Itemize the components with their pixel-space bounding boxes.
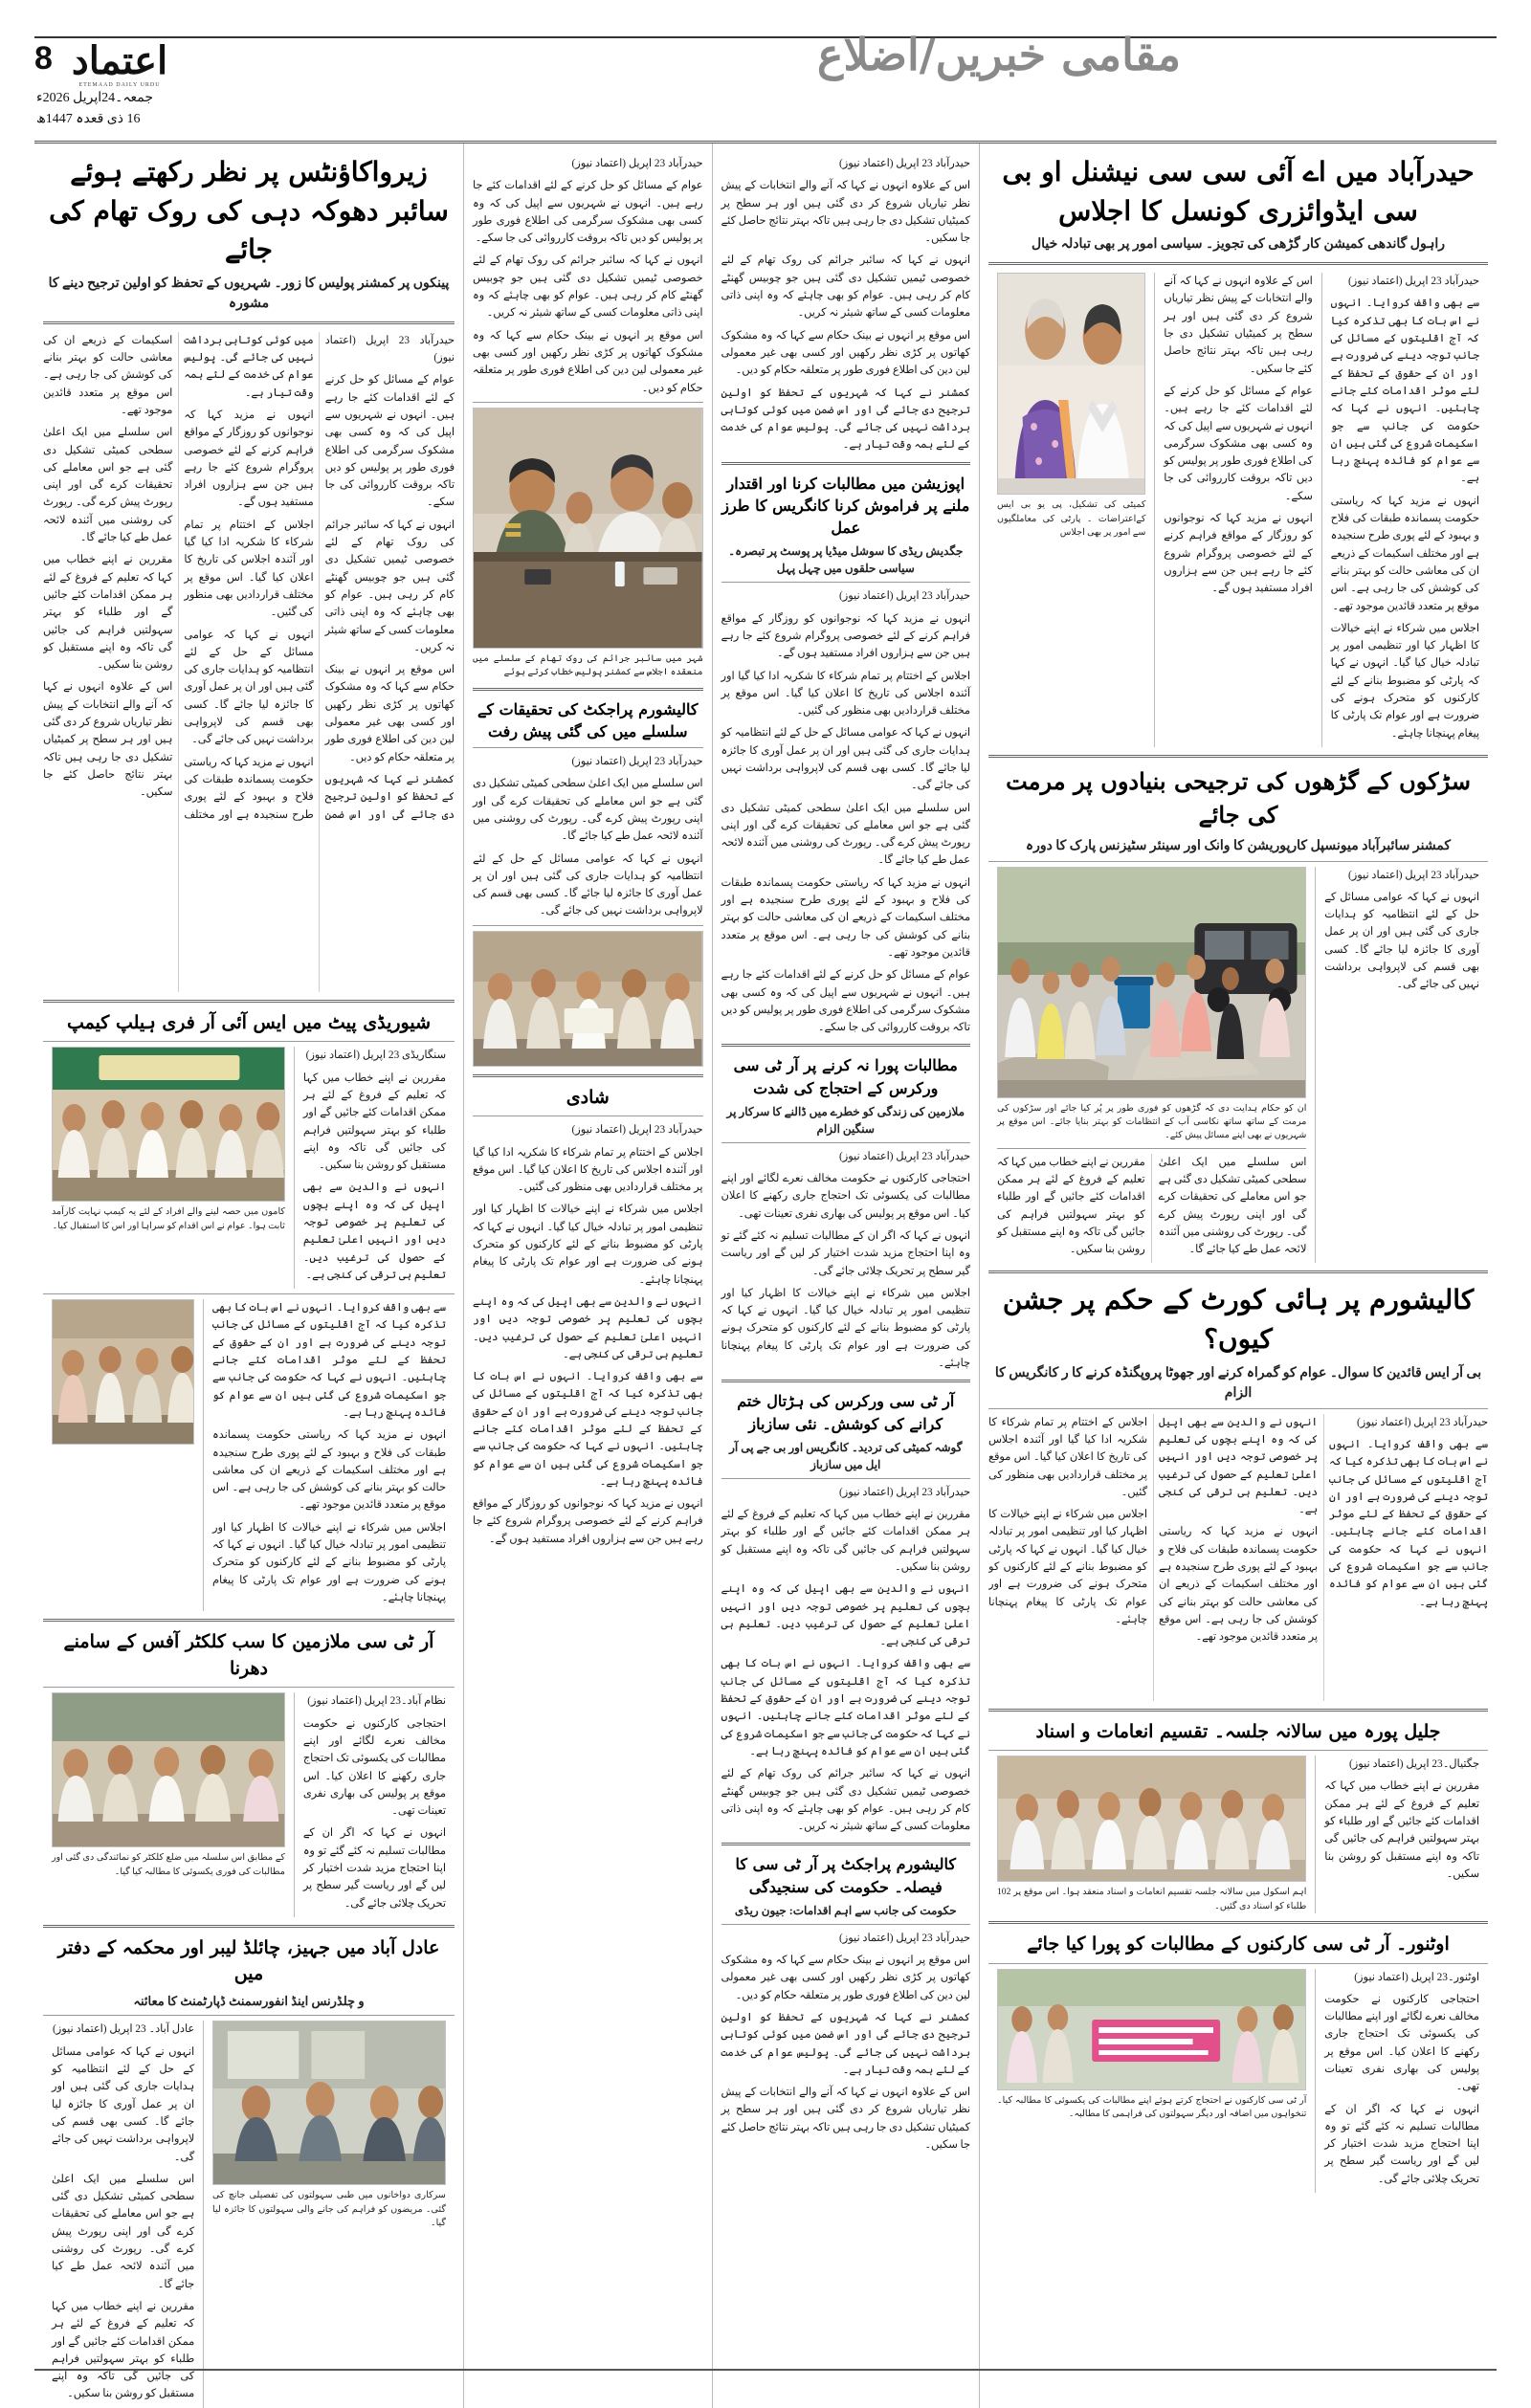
divider	[43, 1687, 455, 1688]
health-camp-headline: شیوریڈی پیٹ میں ایس آئی آر فری ہیلپ کیمپ	[66, 1011, 432, 1033]
divider	[721, 1142, 970, 1143]
opposition-sub: جگدیش ریڈی کا سوشل میڈیا پر پوسٹ پر تبصرہ۔ سیاسی حلقوں میں چہل پہل	[728, 544, 964, 576]
paragraph: اس موقع پر انہوں نے بینک حکام سے کہا کہ وہ مشکوک کھاتوں پر کڑی نظر رکھیں اور کسی بھی غیر معمولی لین دین کی اطلاع فوری طور پر متعلقہ حکام کو دیں۔	[324, 664, 455, 763]
paragraph: انہوں نے کہا کہ سائبر جرائم کی روک تھام کے لئے خصوصی ٹیمیں تشکیل دی گئی ہیں جو چوبیس گھنٹے کام کر رہی ہیں۔ عوام کو بھی چاہئے کہ وہ اپنی ذاتی معلومات کسی کے ساتھ شیئر نہ کریں۔	[721, 254, 970, 320]
demands-headline: مطالبات پورا نہ کرنے پر آر ٹی سی ورکرس کے احتجاج کی شدت	[733, 1056, 958, 1097]
paragraph: اجلاس میں شرکاء نے اپنے خیالات کا اظہار کیا اور تنظیمی امور پر تبادلہ خیال کیا گیا۔ انہوں نے کہا کہ پارٹی کو مضبوط بنانے کے لئے کارکنوں کو متحرک ہونے کی ضرورت ہے اور عوام تک پارٹی کا پیغام پہنچانا چاہئے۔	[212, 1521, 446, 1603]
paragraph: مقررین نے اپنے خطاب میں کہا کہ تعلیم کے فروغ کے لئے ہر ممکن اقدامات کئے جائیں گے اور طلباء کو بہتر سہولتیں فراہم کی جائیں گی تاکہ وہ اپنے مستقبل کو روشن بنا سکیں۔	[997, 1156, 1145, 1256]
paragraph: انہوں نے والدین سے بھی اپیل کی کہ وہ اپنے بچوں کی تعلیم پر خصوصی توجہ دیں اور انہیں اعلیٰ تعلیم کے حصول کی ترغیب دیں۔ تعلیم ہی ترقی کی کنجی ہے۔	[472, 1295, 703, 1360]
paragraph: عوام کے مسائل کو حل کرنے کے لئے اقدامات کئے جا رہے ہیں۔ انہوں نے شہریوں سے اپیل کی کہ وہ کسی بھی مشکوک سرگرمی کی اطلاع فوری طور پر پولیس کو دیں تاکہ بروقت کارروائی کی جا سکے۔	[721, 969, 970, 1034]
paragraph: انہوں نے مزید کہا کہ ریاستی حکومت پسماندہ طبقات کی فلاح و بہبود کے لئے پوری طرح سنجیدہ ہے اور مختلف اسکیمات کے ذریعے ان کی معاشی حالت کو بہتر بنانے کی کوشش کی جا رہی ہے۔ اس موقع پر متعدد قائدین موجود تھے۔	[1330, 495, 1479, 612]
paragraph: انہوں نے مزید کہا کہ نوجوانوں کو روزگار کے مواقع فراہم کرنے کے لئے خصوصی پروگرام شروع کئے جا رہے ہیں جن سے ہزاروں افراد مستفید ہوں گے۔	[184, 409, 314, 509]
dateline: حیدرآباد 23 اپریل (اعتماد نیوز)	[1347, 276, 1479, 288]
dateline: حیدرآباد 23 اپریل (اعتماد نیوز)	[324, 334, 455, 365]
kaleshwaram-project-sub: حکومت کی جانب سے اہم اقدامات: جیون ریڈی	[734, 1903, 957, 1917]
dateline: حیدرآباد 23 اپریل (اعتماد نیوز)	[571, 1124, 703, 1137]
lead-left-body	[43, 332, 455, 992]
dateline: حیدرآباد 23 اپریل (اعتماد نیوز)	[838, 590, 970, 603]
divider	[721, 1478, 970, 1479]
paragraph: سے بھی واقف کروایا۔ انہوں نے اس بات کا بھی تذکرہ کیا کہ آج اقلیتوں کے مسائل کی جانب توجہ دینے کی ضرورت ہے اور ان کے حقوق کے تحفظ کے لئے موثر اقدامات کئے جانے چاہئیں۔ انہوں نے کہا کہ حکومت کی جانب سے جو اسکیمات شروع کی گئی ہیں ان سے عوام کو فائدہ پہنچ رہا ہے۔	[1329, 1438, 1488, 1608]
paragraph: احتجاجی کارکنوں نے حکومت مخالف نعرے لگائے اور اپنے مطالبات کی یکسوئی تک احتجاج جاری رکھنے کا اعلان کیا۔ اس موقع پر پولیس کی بھاری نفری تعینات تھی۔	[1324, 1993, 1479, 2093]
column-rule	[294, 1047, 295, 1289]
photo-rtc-protest	[997, 1969, 1306, 2090]
lead-left-sub: پینکوں پر کمشنر پولیس کا زور۔ شہریوں کے تحفظ کو اولین ترجیح دینے کا مشورہ	[48, 276, 450, 311]
dateline: حیدرآباد 23 اپریل (اعتماد نیوز)	[838, 1486, 970, 1498]
dateline: عادل آباد۔ 23 اپریل (اعتماد نیوز)	[53, 2023, 195, 2036]
photo-caption: اہم اسکول میں سالانہ جلسہ تقسیم انعامات و اسناد منعقد ہوا۔ اس موقع پر 102 طلباء کو اسناد دی گئیں۔	[997, 1887, 1307, 1911]
outdoor-photo-col	[988, 1969, 1315, 2194]
paragraph: کمشنر نے کہا کہ شہریوں کے تحفظ کو اولین ترجیح دی جائے گی اور اس ضمن میں کوئی کوتاہی برداشت نہیں کی جائے گی۔ پولیس عوام کی خدمت کے لئے ہمہ وقت تیار ہے۔	[184, 334, 455, 821]
roads-headline: سڑکوں کے گڑھوں کی ترجیحی بنیادوں پر مرمت کی جائے	[1006, 766, 1471, 828]
zone-rule	[979, 144, 980, 2408]
divider	[988, 755, 1488, 758]
divider	[473, 1074, 703, 1077]
paragraph: احتجاجی کارکنوں نے حکومت مخالف نعرے لگائے اور اپنے مطالبات کی یکسوئی تک احتجاج جاری رکھنے کا اعلان کیا۔ اس موقع پر پولیس کی بھاری نفری تعینات تھی۔	[721, 1173, 970, 1220]
masthead-brand-block	[34, 38, 168, 88]
divider	[988, 262, 1488, 265]
photo-caption: کمیٹی کی تشکیل، پی یو بی ایس کےاعتراضات ۔ پارٹی کی معاملگیوں سے امور پر بھی اجلاس	[997, 499, 1146, 538]
masthead	[34, 0, 1497, 144]
kaleshwaram-probe-headline: کالیشورم پراجکٹ کی تحقیقات کے سلسلے میں کی گئی پیش رفت	[477, 699, 699, 740]
paragraph: اس کے علاوہ انہوں نے کہا کہ آنے والے انتخابات کے پیش نظر تیاریاں شروع کر دی گئی ہیں اور ہر سطح پر کمیٹیاں تشکیل دی جا رہی ہیں تاکہ بہتر نتائج حاصل کئے جا سکیں۔	[721, 2087, 970, 2152]
rtc-attack-headline: آر ٹی سی ورکرس کی ہڑتال ختم کرانے کی کوشش۔ نئی سازباز	[737, 1392, 955, 1433]
paragraph: مقررین نے اپنے خطاب میں کہا کہ تعلیم کے فروغ کے لئے ہر ممکن اقدامات کئے جائیں گے اور طلباء کو بہتر سہولتیں فراہم کی جائیں گی تاکہ وہ اپنے مستقبل کو روشن بنا سکیں۔	[51, 2300, 195, 2400]
paragraph: انہوں نے کہا کہ عوامی مسائل کے حل کے لئے انتظامیہ کو ہدایات جاری کی گئی ہیں اور ان پر عمل آوری کا جائزہ لیا جائے گا۔ کسی بھی قسم کی لاپرواہی برداشت نہیں کی جائے گی۔	[184, 629, 314, 746]
opposition-headline: اپوزیشن میں مطالبات کرنا اور اقتدار ملنے پر فراموش کرنا کانگریس کا طرز عمل	[721, 474, 970, 538]
photo-caption: ان کو حکام ہدایت دی کہ گڑھوں کو فوری طور پر پُر کیا جائے اور سڑکوں کی مرمت کے ساتھ ساتھ نکاسی آب کے انتظامات کو بہتر بنایا جائے۔ اس موقع پر شہریوں نے بھی اپنے مسائل پیش کئے۔	[997, 1102, 1307, 1141]
photo-health-camp	[52, 1047, 285, 1202]
photo-dharna	[52, 1692, 285, 1847]
divider	[43, 1000, 455, 1003]
rtc-attack-sub: گوشہ کمیٹی کی تردید۔ کانگریس اور بی جے پی آر ایل میں سازباز	[729, 1440, 963, 1471]
paragraph: اجلاس میں شرکاء نے اپنے خیالات کا اظہار کیا اور تنظیمی امور پر تبادلہ خیال کیا گیا۔ انہوں نے کہا کہ پارٹی کو مضبوط بنانے کے لئے کارکنوں کو متحرک ہونے کی ضرورت ہے اور عوام تک پارٹی کا پیغام پہنچانا چاہئے۔	[721, 1287, 970, 1370]
photo-office-inspection	[212, 2021, 446, 2185]
divider	[43, 321, 455, 324]
paragraph: عوام کے مسائل کو حل کرنے کے لئے اقدامات کئے جا رہے ہیں۔ انہوں نے شہریوں سے اپیل کی کہ وہ کسی بھی مشکوک سرگرمی کی اطلاع فوری طور پر پولیس کو دیں تاکہ بروقت کارروائی کی جا سکے۔	[324, 374, 455, 509]
zone-right	[980, 144, 1497, 2408]
paragraph: انہوں نے کہا کہ اگر ان کے مطالبات تسلیم نہ کئے گئے تو وہ اپنا احتجاج مزید شدت اختیار کر لیں گے اور ریاست گیر سطح پر تحریک چلائی جائے گی۔	[302, 1827, 446, 1910]
roads-sub: کمشنر سائبرآباد میونسپل کارپوریشن کا وانک اور سینئر سٹیزنس پارک کا دورہ	[1025, 838, 1452, 853]
divider	[721, 1843, 970, 1845]
paragraph: عوام کے مسائل کو حل کرنے کے لئے اقدامات کئے جا رہے ہیں۔ انہوں نے شہریوں سے اپیل کی کہ وہ کسی بھی مشکوک سرگرمی کی اطلاع فوری طور پر پولیس کو دیں تاکہ بروقت کارروائی کی جا سکے۔	[472, 180, 703, 245]
column-rule	[1315, 1756, 1316, 1913]
outdoor-text	[1316, 1969, 1488, 2194]
divider	[43, 1925, 455, 1928]
paragraph: انہوں نے والدین سے بھی اپیل کی کہ وہ اپنے بچوں کی تعلیم پر خصوصی توجہ دیں اور انہیں اعلیٰ تعلیم کے حصول کی ترغیب دیں۔ تعلیم ہی ترقی کی کنجی ہے۔	[721, 1583, 970, 1648]
dateline: نظام آباد۔23 اپریل (اعتماد نیوز)	[307, 1695, 446, 1708]
protest-text	[295, 1692, 455, 1917]
paragraph: انہوں نے مزید کہا کہ نوجوانوں کو روزگار کے مواقع فراہم کرنے کے لئے خصوصی پروگرام شروع کئے جا رہے ہیں جن سے ہزاروں افراد مستفید ہوں گے۔	[721, 612, 970, 660]
health-camp-text	[295, 1047, 455, 1289]
divider	[721, 1044, 970, 1047]
kaleshwaram-headline: کالیشورم پر ہائی کورٹ کے حکم پر جشن کیوں؟	[1002, 1284, 1475, 1356]
wedding-headline: شادی	[566, 1086, 610, 1108]
column-rule	[1315, 1969, 1316, 2194]
photo-caption: آر ٹی سی کارکنوں نے احتجاج کرتے ہوئے اپنے مطالبات کی یکسوئی کا مطالبہ کیا۔ تنخواہوں میں اضافہ اور دیگر سہولتوں کی فراہمی کا مطالبہ۔	[997, 2094, 1307, 2119]
protest-headline: آر ٹی سی ملازمین کا سب کلکٹر آفس کے سامنے دھرنا	[63, 1631, 434, 1679]
paragraph: اجلاس کے اختتام پر تمام شرکاء کا شکریہ ادا کیا گیا اور آئندہ اجلاس کی تاریخ کا اعلان کیا گیا۔ اس موقع پر مختلف قراردادیں بھی منظور کی گئیں۔	[184, 519, 314, 619]
dateline: حیدرآباد 23 اپریل (اعتماد نیوز)	[1347, 869, 1479, 881]
divider	[473, 925, 703, 926]
paragraph: مقررین نے اپنے خطاب میں کہا کہ تعلیم کے فروغ کے لئے ہر ممکن اقدامات کئے جائیں گے اور طلباء کو بہتر سہولتیں فراہم کی جائیں گی تاکہ وہ اپنے مستقبل کو روشن بنا سکیں۔	[721, 1509, 970, 1573]
photo-group-presentation	[473, 931, 703, 1067]
photo-police-meeting	[473, 408, 703, 649]
paragraph: سے بھی واقف کروایا۔ انہوں نے اس بات کا بھی تذکرہ کیا کہ آج اقلیتوں کے مسائل کی جانب توجہ دینے کی ضرورت ہے اور ان کے حقوق کے تحفظ کے لئے موثر اقدامات کئے جانے چاہئیں۔ انہوں نے کہا کہ حکومت کی جانب سے جو اسکیمات شروع کی گئی ہیں ان سے عوام کو فائدہ پہنچ رہا ہے۔	[472, 1371, 703, 1488]
outdoor-headline: اوٹنور۔ آر ٹی سی کارکنوں کے مطالبات کو پورا کیا جائے	[1027, 1933, 1450, 1955]
photo-award-ceremony	[997, 1756, 1306, 1882]
divider	[988, 1750, 1488, 1751]
roads-col-1	[1316, 867, 1488, 1264]
paragraph: اس کے علاوہ انہوں نے کہا کہ آنے والے انتخابات کے پیش نظر تیاریاں شروع کر دی گئی ہیں اور ہر سطح پر کمیٹیاں تشکیل دی جا رہی ہیں تاکہ بہتر نتائج حاصل کئے جا سکیں۔	[1164, 276, 1313, 375]
photo-caption: کے مطابق اس سلسلہ میں ضلع کلکٹر کو نمائندگی دی گئی اور مطالبات کی فوری یکسوئی کا مطالبہ کیا گیا۔	[51, 1852, 285, 1877]
divider	[988, 1921, 1488, 1924]
divider	[43, 2015, 455, 2016]
paragraph: اس کے علاوہ انہوں نے کہا کہ آنے والے انتخابات کے پیش نظر تیاریاں شروع کر دی گئی ہیں اور ہر سطح پر کمیٹیاں تشکیل دی جا رہی ہیں تاکہ بہتر نتائج حاصل کئے جا سکیں۔	[721, 180, 970, 245]
lead-right-col-2	[1155, 273, 1320, 747]
paragraph: انہوں نے مزید کہا کہ ریاستی حکومت پسماندہ طبقات کی فلاح و بہبود کے لئے پوری طرح سنجیدہ ہے اور مختلف اسکیمات کے ذریعے ان کی معاشی حالت کو بہتر بنانے کی کوشش کی جا رہی ہے۔ اس موقع پر متعدد قائدین موجود تھے۔	[1159, 1526, 1318, 1644]
paragraph: انہوں نے مزید کہا کہ نوجوانوں کو روزگار کے مواقع فراہم کرنے کے لئے خصوصی پروگرام شروع کئے جا رہے ہیں جن سے ہزاروں افراد مستفید ہوں گے۔	[472, 1498, 703, 1545]
zone-rule	[712, 144, 713, 2408]
divider	[988, 1963, 1488, 1964]
jaleelpura-headline: جلیل پورہ میں سالانہ جلسہ۔ تقسیم انعامات و اسناد	[1035, 1720, 1441, 1742]
divider	[988, 1709, 1488, 1712]
labour-dept-headline: عادل آباد میں جہیز، چائلڈ لیبر اور محکمہ کے دفتر میں	[57, 1936, 440, 1985]
kaleshwaram-body	[988, 1414, 1488, 1701]
divider	[43, 1619, 455, 1622]
paragraph: انہوں نے کہا کہ سائبر جرائم کی روک تھام کے لئے خصوصی ٹیمیں تشکیل دی گئی ہیں جو چوبیس گھنٹے کام کر رہی ہیں۔ عوام کو بھی چاہئے کہ وہ اپنی ذاتی معلومات کسی کے ساتھ شیئر نہ کریں۔	[472, 254, 703, 320]
section-title: مقامی خبریں/اضلاع	[817, 29, 1181, 80]
zone-left-center	[464, 144, 712, 2408]
page-number: 8	[34, 40, 53, 77]
labour-photo-col	[204, 2021, 455, 2407]
column-rule	[203, 1299, 204, 1611]
paragraph: سے بھی واقف کروایا۔ انہوں نے اس بات کا بھی تذکرہ کیا کہ آج اقلیتوں کے مسائل کی جانب توجہ دینے کی ضرورت ہے اور ان کے حقوق کے تحفظ کے لئے موثر اقدامات کئے جانے چاہئیں۔ انہوں نے کہا کہ حکومت کی جانب سے جو اسکیمات شروع کی گئی ہیں ان سے عوام کو فائدہ پہنچ رہا ہے۔	[721, 1658, 970, 1757]
paragraph: انہوں نے مزید کہا کہ نوجوانوں کو روزگار کے مواقع فراہم کرنے کے لئے خصوصی پروگرام شروع کئے جا رہے ہیں جن سے ہزاروں افراد مستفید ہوں گے۔	[1164, 513, 1313, 595]
dateline: حیدرآباد 23 اپریل (اعتماد نیوز)	[1356, 1416, 1488, 1428]
date-gregorian: جمعہ۔24اپریل 2026ء	[36, 91, 154, 105]
paragraph: مقررین نے اپنے خطاب میں کہا کہ تعلیم کے فروغ کے لئے ہر ممکن اقدامات کئے جائیں گے اور طلباء کو بہتر سہولتیں فراہم کی جائیں گی تاکہ وہ اپنے مستقبل کو روشن بنا سکیں۔	[43, 554, 173, 672]
paragraph: اجلاس کے اختتام پر تمام شرکاء کا شکریہ ادا کیا گیا اور آئندہ اجلاس کی تاریخ کا اعلان کیا گیا۔ اس موقع پر مختلف قراردادیں بھی منظور کی گئیں۔	[472, 1146, 703, 1194]
paragraph: انہوں نے کہا کہ اگر ان کے مطالبات تسلیم نہ کئے گئے تو وہ اپنا احتجاج مزید شدت اختیار کر لیں گے اور ریاست گیر سطح پر تحریک چلائی جائے گی۔	[721, 1230, 970, 1277]
paragraph: احتجاجی کارکنوں نے حکومت مخالف نعرے لگائے اور اپنے مطالبات کی یکسوئی تک احتجاج جاری رکھنے کا اعلان کیا۔ اس موقع پر پولیس کی بھاری نفری تعینات تھی۔	[302, 1717, 446, 1818]
column-rule	[1154, 273, 1155, 747]
paragraph: انہوں نے مزید کہا کہ ریاستی حکومت پسماندہ طبقات کی فلاح و بہبود کے لئے پوری طرح سنجیدہ ہے اور مختلف اسکیمات کے ذریعے ان کی معاشی حالت کو بہتر بنانے کی کوشش کی جا رہی ہے۔ اس موقع پر متعدد قائدین موجود تھے۔	[721, 876, 970, 959]
paragraph: انہوں نے کہا کہ سائبر جرائم کی روک تھام کے لئے خصوصی ٹیمیں تشکیل دی گئی ہیں جو چوبیس گھنٹے کام کر رہی ہیں۔ عوام کو بھی چاہئے کہ وہ اپنی ذاتی معلومات کسی کے ساتھ شیئر نہ کریں۔	[324, 519, 455, 653]
paragraph: انہوں نے کہا کہ عوامی مسائل کے حل کے لئے انتظامیہ کو ہدایات جاری کی گئی ہیں اور ان پر عمل آوری کا جائزہ لیا جائے گا۔ کسی بھی قسم کی لاپرواہی برداشت نہیں کی جائے گی۔	[472, 852, 703, 917]
divider	[473, 402, 703, 403]
photo-crowd-gathering	[52, 1299, 194, 1445]
paragraph: اس موقع پر انہوں نے بینک حکام سے کہا کہ وہ مشکوک کھاتوں پر کڑی نظر رکھیں اور کسی بھی غیر معمولی لین دین کی اطلاع فوری طور پر متعلقہ حکام کو دیں۔	[721, 329, 970, 377]
paragraph: کمشنر نے کہا کہ شہریوں کے تحفظ کو اولین ترجیح دی جائے گی اور اس ضمن میں کوئی کوتاہی برداشت نہیں کی جائے گی۔ پولیس عوام کی خدمت کے لئے ہمہ وقت تیار ہے۔	[721, 387, 970, 452]
lead-left-headline: زیرواکاؤنٹس پر نظر رکھتے ہوئے سائبر دھوکہ دہی کی روک تھام کی جائے	[49, 156, 449, 266]
roads-photo-col	[988, 867, 1315, 1264]
dateline: حیدرآباد 23 اپریل (اعتماد نیوز)	[571, 756, 703, 768]
paragraph: اجلاس میں شرکاء نے اپنے خیالات کا اظہار کیا اور تنظیمی امور پر تبادلہ خیال کیا گیا۔ انہوں نے کہا کہ پارٹی کو مضبوط بنانے کے لئے کارکنوں کو متحرک ہونے کی ضرورت ہے اور عوام تک پارٹی کا پیغام پہنچانا چاہئے۔	[472, 1204, 703, 1286]
paragraph: سے بھی واقف کروایا۔ انہوں نے اس بات کا بھی تذکرہ کیا کہ آج اقلیتوں کے مسائل کی جانب توجہ دینے کی ضرورت ہے اور ان کے حقوق کے تحفظ کے لئے موثر اقدامات کئے جانے چاہئیں۔ انہوں نے کہا کہ حکومت کی جانب سے جو اسکیمات شروع کی گئی ہیں ان سے عوام کو فائدہ پہنچ رہا ہے۔	[212, 1302, 446, 1419]
brand-subtitle: ETEMAAD DAILY URDU	[78, 82, 161, 88]
date-hijri: 16 ذی قعدہ 1447ھ	[36, 112, 141, 127]
paragraph: اجلاس کے اختتام پر تمام شرکاء کا شکریہ ادا کیا گیا اور آئندہ اجلاس کی تاریخ کا اعلان کیا گیا۔ اس موقع پر مختلف قراردادیں بھی منظور کی گئیں۔	[988, 1416, 1147, 1498]
page-bottom-rule	[34, 2369, 1497, 2371]
column-rule	[1315, 867, 1316, 1264]
divider	[473, 688, 703, 691]
paragraph: انہوں نے کہا کہ سائبر جرائم کی روک تھام کے لئے خصوصی ٹیمیں تشکیل دی گئی ہیں جو چوبیس گھنٹے کام کر رہی ہیں۔ عوام کو بھی چاہئے کہ وہ اپنی ذاتی معلومات کسی کے ساتھ شیئر نہ کریں۔	[721, 1768, 970, 1833]
jaleelpura-photo-col	[988, 1756, 1315, 1913]
paragraph: اس سلسلے میں ایک اعلیٰ سطحی کمیٹی تشکیل دی گئی ہے جو اس معاملے کی تحقیقات کرے گی اور اپنی رپورٹ پیش کرے گی۔ رپورٹ کی روشنی میں آئندہ لائحہ عمل طے کیا جائے گا۔	[1158, 1156, 1307, 1256]
paragraph: کمشنر نے کہا کہ شہریوں کے تحفظ کو اولین ترجیح دی جائے گی اور اس ضمن میں کوئی کوتاہی برداشت نہیں کی جائے گی۔ پولیس عوام کی خدمت کے لئے ہمہ وقت تیار ہے۔	[721, 2011, 970, 2076]
divider	[43, 1041, 455, 1042]
column-rule	[203, 2021, 204, 2407]
paragraph: انہوں نے مزید کہا کہ ریاستی حکومت پسماندہ طبقات کی فلاح و بہبود کے لئے پوری طرح سنجیدہ ہے اور مختلف اسکیمات کے ذریعے ان کی معاشی حالت کو بہتر بنانے کی کوشش کی جا رہی ہے۔ اس موقع پر متعدد قائدین موجود تھے۔	[43, 334, 314, 821]
divider	[721, 1924, 970, 1925]
paragraph: انہوں نے کہا کہ عوامی مسائل کے حل کے لئے انتظامیہ کو ہدایات جاری کی گئی ہیں اور ان پر عمل آوری کا جائزہ لیا جائے گا۔ کسی بھی قسم کی لاپرواہی برداشت نہیں کی جائے گی۔	[721, 727, 970, 792]
dateline: حیدرآباد 23 اپریل (اعتماد نیوز)	[838, 158, 970, 169]
paragraph: مقررین نے اپنے خطاب میں کہا کہ تعلیم کے فروغ کے لئے ہر ممکن اقدامات کئے جائیں گے اور طلباء کو بہتر سہولتیں فراہم کی جائیں گی تاکہ وہ اپنے مستقبل کو روشن بنا سکیں۔	[302, 1071, 446, 1172]
divider	[988, 861, 1488, 862]
paragraph: انہوں نے والدین سے بھی اپیل کی کہ وہ اپنے بچوں کی تعلیم پر خصوصی توجہ دیں اور انہیں اعلیٰ تعلیم کے حصول کی ترغیب دیں۔ تعلیم ہی ترقی کی کنجی ہے۔	[302, 1182, 446, 1281]
paragraph: مقررین نے اپنے خطاب میں کہا کہ تعلیم کے فروغ کے لئے ہر ممکن اقدامات کئے جائیں گے اور طلباء کو بہتر سہولتیں فراہم کی جائیں گی تاکہ وہ اپنے مستقبل کو روشن بنا سکیں۔	[1324, 1780, 1479, 1880]
demands-sub: ملازمین کی زندگی کو خطرے میں ڈالنے کا سرکار پر سنگین الزام	[726, 1104, 965, 1136]
masthead-top-rule	[34, 36, 1497, 38]
divider	[721, 1380, 970, 1382]
lead-right-sub: راہول گاندھی کمیشن کار گڑھی کی تجویز۔ سیاسی امور پر بھی تبادلہ خیال	[1031, 237, 1446, 253]
paragraph: اس سلسلے میں ایک اعلیٰ سطحی کمیٹی تشکیل دی گئی ہے جو اس معاملے کی تحقیقات کرے گی اور اپنی رپورٹ پیش کرے گی۔ رپورٹ کی روشنی میں آئندہ لائحہ عمل طے کیا جائے گا۔	[51, 2173, 195, 2290]
paragraph: عوام کے مسائل کو حل کرنے کے لئے اقدامات کئے جا رہے ہیں۔ انہوں نے شہریوں سے اپیل کی کہ وہ کسی بھی مشکوک سرگرمی کی اطلاع فوری طور پر پولیس کو دیں تاکہ بروقت کارروائی کی جا سکے۔	[1164, 385, 1313, 502]
divider	[721, 582, 970, 583]
paragraph: انہوں نے والدین سے بھی اپیل کی کہ وہ اپنے بچوں کی تعلیم پر خصوصی توجہ دیں اور انہیں اعلیٰ تعلیم کے حصول کی ترغیب دیں۔ تعلیم ہی ترقی کی کنجی ہے۔	[1159, 1416, 1318, 1516]
labour-text	[43, 2021, 203, 2407]
paragraph: اس سلسلے میں ایک اعلیٰ سطحی کمیٹی تشکیل دی گئی ہے جو اس معاملے کی تحقیقات کرے گی اور اپنی رپورٹ پیش کرے گی۔ رپورٹ کی روشنی میں آئندہ لائحہ عمل طے کیا جائے گا۔	[472, 778, 703, 843]
lead-right-headline: حیدرآباد میں اے آئی سی سی نیشنل او بی سی ایڈوائزری کونسل کا اجلاس	[1002, 156, 1475, 227]
column-rule	[294, 1692, 295, 1917]
photo-politicians	[997, 273, 1145, 495]
dateline: حیدرآباد 23 اپریل (اعتماد نیوز)	[838, 1150, 970, 1162]
divider	[473, 747, 703, 748]
divider	[997, 1148, 1306, 1149]
dateline: حیدرآباد 23 اپریل (اعتماد نیوز)	[571, 158, 703, 169]
kaleshwaram-sub: بی آر ایس قائدین کا سوال۔ عوام کو گمراہ کرنے اور جھوٹا پروپگنڈہ کرنے کا ر کانگریس کا الزام	[994, 1365, 1482, 1401]
photo-street-inspection	[997, 867, 1306, 1098]
paragraph: اس سلسلے میں ایک اعلیٰ سطحی کمیٹی تشکیل دی گئی ہے جو اس معاملے کی تحقیقات کرے گی اور اپنی رپورٹ پیش کرے گی۔ رپورٹ کی روشنی میں آئندہ لائحہ عمل طے کیا جائے گا۔	[43, 427, 173, 544]
column-rule	[1321, 273, 1322, 747]
photo-caption: کاموں میں حصہ لینے والے افراد کے لئے یہ کیمپ نہایت کارآمد ثابت ہوا۔ عوام نے اس اقدام کو سراہا اور اس کا استقبال کیا۔	[51, 1206, 285, 1231]
paragraph: انہوں نے کہا کہ اگر ان کے مطالبات تسلیم نہ کئے گئے تو وہ اپنا احتجاج مزید شدت اختیار کر لیں گے اور ریاست گیر سطح پر تحریک چلائی جائے گی۔	[1324, 2103, 1479, 2185]
health-camp-extra-text	[204, 1299, 455, 1611]
dateline: سنگاریڈی 23 اپریل (اعتماد نیوز)	[305, 1049, 446, 1062]
lead-right-col-1	[1322, 273, 1488, 747]
paragraph: اجلاس میں شرکاء نے اپنے خیالات کا اظہار کیا اور تنظیمی امور پر تبادلہ خیال کیا گیا۔ انہوں نے کہا کہ پارٹی کو مضبوط بنانے کے لئے کارکنوں کو متحرک ہونے کی ضرورت ہے اور عوام تک پارٹی کا پیغام پہنچانا چاہئے۔	[988, 1509, 1147, 1625]
paragraph: انہوں نے مزید کہا کہ ریاستی حکومت پسماندہ طبقات کی فلاح و بہبود کے لئے پوری طرح سنجیدہ ہے اور مختلف اسکیمات کے ذریعے ان کی معاشی حالت کو بہتر بنانے کی کوشش کی جا رہی ہے۔ اس موقع پر متعدد قائدین موجود تھے۔	[212, 1429, 446, 1512]
paragraph: اس موقع پر انہوں نے بینک حکام سے کہا کہ وہ مشکوک کھاتوں پر کڑی نظر رکھیں اور کسی بھی غیر معمولی لین دین کی اطلاع فوری طور پر متعلقہ حکام کو دیں۔	[472, 329, 703, 394]
dateline: جگتیال۔23 اپریل (اعتماد نیوز)	[1349, 1758, 1479, 1771]
divider	[721, 462, 970, 465]
photo-caption: شہر میں سائبر جرائم کی روک تھام کے سلسلے میں منعقدہ اجلاس سے کمشنر پولیس خطاب کرتے ہوئے	[472, 652, 703, 678]
protest-photo-col	[43, 1692, 294, 1917]
zone-left	[34, 144, 463, 2408]
paragraph: اس موقع پر انہوں نے بینک حکام سے کہا کہ وہ مشکوک کھاتوں پر کڑی نظر رکھیں اور کسی بھی غیر معمولی لین دین کی اطلاع فوری طور پر متعلقہ حکام کو دیں۔	[721, 1955, 970, 2001]
lead-right-col-3	[988, 273, 1154, 747]
divider	[988, 1270, 1488, 1273]
jaleelpura-text	[1316, 1756, 1488, 1913]
paragraph: سے بھی واقف کروایا۔ انہوں نے اس بات کا بھی تذکرہ کیا کہ آج اقلیتوں کے مسائل کی جانب توجہ دینے کی ضرورت ہے اور ان کے حقوق کے تحفظ کے لئے موثر اقدامات کئے جانے چاہئیں۔ انہوں نے کہا کہ حکومت کی جانب سے جو اسکیمات شروع کی گئی ہیں ان سے عوام کو فائدہ پہنچ رہا ہے۔	[1330, 298, 1479, 485]
paragraph: انہوں نے کہا کہ عوامی مسائل کے حل کے لئے انتظامیہ کو ہدایات جاری کی گئی ہیں اور ان پر عمل آوری کا جائزہ لیا جائے گا۔ کسی بھی قسم کی لاپرواہی برداشت نہیں کی جائے گی۔	[1324, 891, 1479, 991]
zone-center	[713, 144, 979, 2408]
health-camp-photo-col	[43, 1047, 294, 1289]
page-content	[34, 144, 1497, 2408]
divider	[988, 1408, 1488, 1409]
brand-logo: اعتماد	[71, 38, 168, 83]
paragraph: اجلاس کے اختتام پر تمام شرکاء کا شکریہ ادا کیا گیا اور آئندہ اجلاس کی تاریخ کا اعلان کیا گیا۔ اس موقع پر مختلف قراردادیں بھی منظور کی گئیں۔	[721, 670, 970, 718]
divider	[43, 1293, 455, 1294]
paragraph: انہوں نے کہا کہ عوامی مسائل کے حل کے لئے انتظامیہ کو ہدایات جاری کی گئی ہیں اور ان پر عمل آوری کا جائزہ لیا جائے گا۔ کسی بھی قسم کی لاپرواہی برداشت نہیں کی جائے گی۔	[51, 2045, 195, 2163]
zone-rule	[463, 144, 464, 2408]
photo-caption: سرکاری دواخانوں میں طبی سہولتوں کی تفصیلی جانچ کی گئی۔ مریضوں کو فراہم کی جانے والی سہولتوں کا جائزہ لیا گیا۔	[212, 2190, 446, 2229]
labour-dept-sub: و چلڈرنس اینڈ انفورسمنٹ ڈپارٹمنٹ کا معائنہ	[133, 1993, 365, 2008]
dateline: حیدرآباد 23 اپریل (اعتماد نیوز)	[838, 1932, 970, 1944]
kaleshwaram-project-headline: کالیشورم پراجکٹ پر آر ٹی سی کا فیصلہ۔ حکومت کی سنجیدگی	[735, 1855, 956, 1896]
masthead-dates	[36, 88, 153, 131]
dateline: اوٹنور۔23 اپریل (اعتماد نیوز)	[1354, 1971, 1479, 1983]
paragraph: اس کے علاوہ انہوں نے کہا کہ آنے والے انتخابات کے پیش نظر تیاریاں شروع کر دی گئی ہیں اور ہر سطح پر کمیٹیاں تشکیل دی جا رہی ہیں تاکہ بہتر نتائج حاصل کئے جا سکیں۔	[43, 681, 173, 799]
paragraph: اس سلسلے میں ایک اعلیٰ سطحی کمیٹی تشکیل دی گئی ہے جو اس معاملے کی تحقیقات کرے گی اور اپنی رپورٹ پیش کرے گی۔ رپورٹ کی روشنی میں آئندہ لائحہ عمل طے کیا جائے گا۔	[721, 802, 970, 867]
crowd-photo-col	[43, 1299, 203, 1611]
paragraph: اجلاس میں شرکاء نے اپنے خیالات کا اظہار کیا اور تنظیمی امور پر تبادلہ خیال کیا گیا۔ انہوں نے کہا کہ پارٹی کو مضبوط بنانے کے لئے کارکنوں کو متحرک ہونے کی ضرورت ہے اور عوام تک پارٹی کا پیغام پہنچانا چاہئے۔	[1330, 622, 1479, 740]
